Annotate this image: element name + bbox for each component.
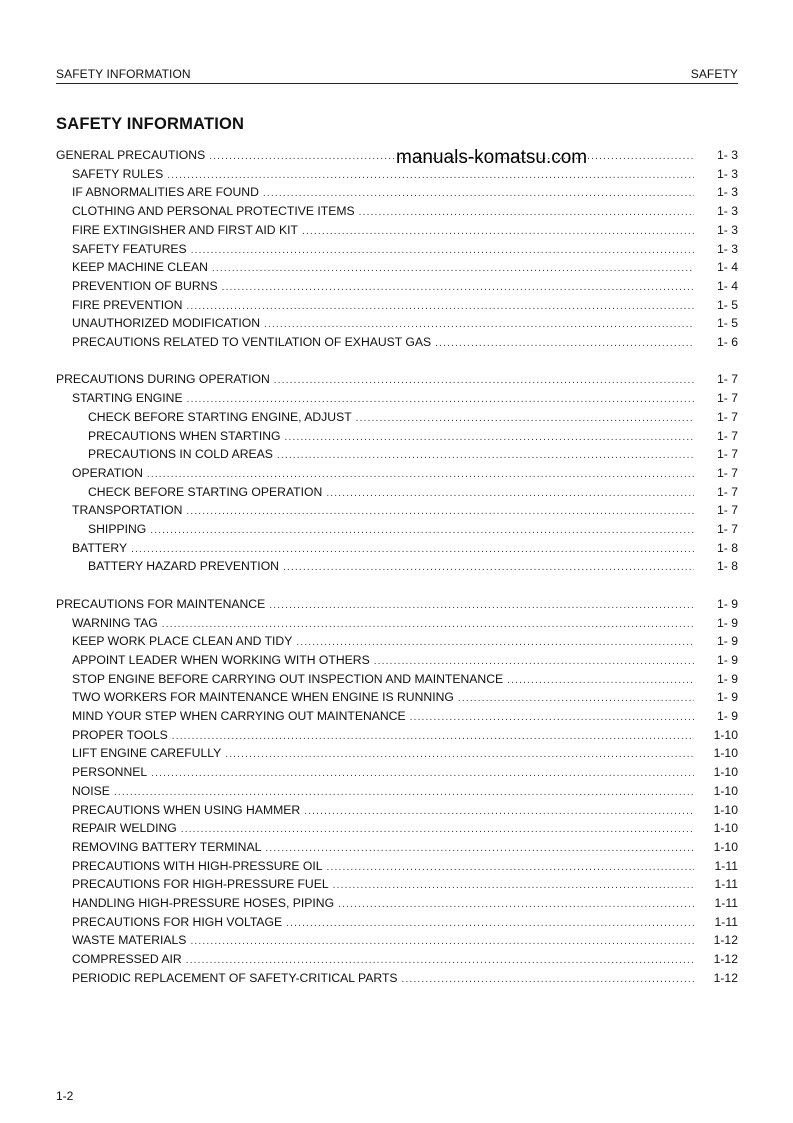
toc-entry-label: FIRE PREVENTION: [72, 297, 183, 312]
toc-entry-label: BATTERY HAZARD PREVENTION: [88, 559, 279, 574]
toc-entry-page: 1- 4: [716, 260, 738, 275]
toc-entry-label: PRECAUTIONS WHEN STARTING: [88, 428, 281, 443]
toc-entry[interactable]: [72, 971, 738, 989]
toc-entry-label: PRECAUTIONS FOR HIGH-PRESSURE FUEL: [72, 877, 329, 892]
toc-leader-dots: [302, 226, 694, 237]
toc-entry-page: 1- 9: [716, 709, 738, 723]
toc-entry-page: 1-11: [714, 858, 738, 873]
toc-leader-dots: [150, 525, 694, 536]
toc-entry-label: PRECAUTIONS RELATED TO VENTILATION OF EXHAUST GAS: [72, 335, 432, 349]
toc-entry-page: 1- 7: [716, 409, 738, 424]
toc-leader-dots: [507, 675, 694, 686]
toc-leader-dots: [167, 170, 694, 181]
toc-entry-page: 1-11: [714, 896, 738, 910]
toc-entry[interactable]: [72, 915, 738, 933]
toc-entry-page: 1- 6: [716, 335, 738, 349]
toc-leader-dots: [356, 413, 694, 424]
toc-entry-label: MIND YOUR STEP WHEN CARRYING OUT MAINTENANCE: [72, 709, 406, 723]
toc-entry-label: UNAUTHORIZED MODIFICATION: [72, 316, 260, 331]
toc-entry-label: PRECAUTIONS IN COLD AREAS: [88, 447, 273, 462]
toc-entry[interactable]: [72, 784, 738, 802]
toc-entry-label: KEEP MACHINE CLEAN: [72, 260, 208, 275]
toc-entry[interactable]: [88, 485, 738, 503]
header-section-title: SAFETY INFORMATION: [56, 67, 191, 81]
toc-entry-page: 1- 7: [716, 465, 738, 480]
toc-leader-dots: [283, 562, 694, 573]
toc-entry-label: TWO WORKERS FOR MAINTENANCE WHEN ENGINE IS RUNNING: [72, 690, 454, 705]
toc-leader-dots: [327, 862, 694, 873]
toc-entry-label: APPOINT LEADER WHEN WORKING WITH OTHERS: [72, 652, 370, 667]
toc-entry-page: 1- 3: [716, 241, 738, 256]
toc-entry-label: BATTERY: [72, 540, 128, 555]
toc-leader-dots: [186, 955, 694, 966]
page-number: 1-2: [56, 1089, 74, 1103]
toc-entry[interactable]: [72, 391, 738, 409]
toc-entry-label: WASTE MATERIALS: [72, 933, 187, 948]
toc-entry-page: 1-12: [713, 952, 738, 967]
toc-entry-label: NOISE: [72, 783, 110, 798]
toc-leader-dots: [265, 843, 694, 854]
toc-entry-label: CHECK BEFORE STARTING OPERATION: [88, 484, 323, 499]
toc-entry-page: 1- 3: [716, 185, 738, 200]
toc-leader-dots: [172, 731, 694, 742]
toc-entry-label: PRECAUTIONS FOR HIGH VOLTAGE: [72, 914, 283, 929]
toc-entry-label: KEEP WORK PLACE CLEAN AND TIDY: [72, 634, 293, 649]
toc-entry-page: 1- 9: [716, 596, 738, 611]
toc-entry-label: SAFETY FEATURES: [72, 241, 187, 256]
toc-entry[interactable]: [72, 709, 738, 727]
toc-entry[interactable]: [72, 896, 738, 914]
toc-entry[interactable]: [72, 672, 738, 690]
toc-entry-page: 1- 9: [716, 671, 738, 686]
toc-entry-page: 1-12: [713, 970, 738, 985]
toc-entry-page: 1-10: [713, 839, 738, 854]
toc-leader-dots: [359, 207, 694, 218]
toc-entry-label: PERIODIC REPLACEMENT OF SAFETY-CRITICAL PARTS: [72, 970, 398, 985]
toc-entry[interactable]: [72, 204, 738, 222]
toc-entry-label: COMPRESSED AIR: [72, 952, 182, 967]
toc-leader-dots: [147, 469, 694, 480]
toc-entry-label: STARTING ENGINE: [72, 391, 183, 406]
toc-leader-dots: [458, 693, 694, 704]
toc-entry-label: OPERATION: [72, 465, 143, 480]
toc-entry[interactable]: [72, 952, 738, 970]
toc-entry-page: 1- 5: [716, 316, 738, 331]
toc-entry-label: PRECAUTIONS WHEN USING HAMMER: [72, 802, 301, 817]
toc-entry[interactable]: [72, 653, 738, 671]
toc-leader-dots: [402, 974, 694, 985]
toc-entry-label: PERSONNEL: [72, 765, 148, 780]
toc-entry-page: 1-10: [713, 727, 738, 742]
toc-leader-dots: [263, 188, 694, 199]
toc-entry-label: SAFETY RULES: [72, 166, 164, 181]
toc-entry-page: 1- 3: [716, 222, 738, 237]
toc-leader-dots: [286, 918, 694, 929]
toc-entry[interactable]: [72, 541, 738, 559]
toc-entry-label: TRANSPORTATION: [72, 503, 183, 518]
toc-leader-dots: [191, 245, 694, 256]
toc-entry[interactable]: [72, 616, 738, 634]
toc-entry[interactable]: [72, 634, 738, 652]
toc-entry-page: 1-10: [713, 765, 738, 780]
toc-leader-dots: [435, 338, 694, 349]
toc-leader-dots: [326, 488, 694, 499]
toc-entry-label: WARNING TAG: [72, 615, 158, 630]
toc-leader-dots: [296, 637, 694, 648]
toc-leader-dots: [190, 936, 694, 947]
toc-leader-dots: [410, 712, 694, 723]
toc-entry-page: 1- 3: [716, 148, 738, 162]
toc-entry-label: HANDLING HIGH-PRESSURE HOSES, PIPING: [72, 896, 335, 910]
toc-entry-page: 1-10: [713, 821, 738, 836]
toc-leader-dots: [225, 749, 694, 760]
toc-entry-page: 1-12: [713, 933, 738, 948]
toc-leader-dots: [151, 768, 694, 779]
toc-leader-dots: [181, 824, 694, 835]
toc-entry-page: 1- 7: [716, 428, 738, 443]
toc-entry[interactable]: [72, 223, 738, 241]
toc-leader-dots: [264, 319, 694, 330]
toc-entry-label: PREVENTION OF BURNS: [72, 278, 218, 293]
toc-leader-dots: [131, 544, 694, 555]
toc-entry-label: PRECAUTIONS FOR MAINTENANCE: [56, 596, 266, 611]
toc-entry[interactable]: [72, 690, 738, 708]
toc-leader-dots: [186, 301, 694, 312]
toc-leader-dots: [338, 899, 694, 910]
toc-entry[interactable]: [72, 279, 738, 297]
toc-entry-page: 1- 9: [716, 690, 738, 705]
toc-entry-page: 1-10: [713, 783, 738, 798]
toc-entry-page: 1- 7: [716, 447, 738, 462]
toc-entry-page: 1- 4: [716, 278, 738, 293]
toc-entry[interactable]: [72, 803, 738, 821]
toc-entry[interactable]: [72, 466, 738, 484]
toc-entry-page: 1-10: [713, 802, 738, 817]
toc-entry-label: PROPER TOOLS: [72, 727, 168, 742]
toc-entry[interactable]: [72, 316, 738, 334]
toc-entry[interactable]: [72, 765, 738, 783]
toc-entry[interactable]: [72, 335, 738, 353]
toc-entry[interactable]: [72, 167, 738, 185]
toc-entry-label: IF ABNORMALITIES ARE FOUND: [72, 185, 259, 200]
toc-leader-dots: [277, 450, 694, 461]
running-header: [56, 66, 738, 84]
toc-entry[interactable]: [88, 410, 738, 428]
toc-entry[interactable]: [72, 503, 738, 521]
toc-leader-dots: [222, 282, 694, 293]
watermark-text: manuals-komatsu.com: [396, 147, 588, 168]
toc-entry-label: PRECAUTIONS WITH HIGH-PRESSURE OIL: [72, 858, 323, 873]
toc-entry-page: 1- 7: [716, 522, 738, 536]
header-chapter-title: SAFETY: [690, 67, 738, 81]
toc-entry[interactable]: [88, 522, 738, 540]
toc-entry[interactable]: [88, 447, 738, 465]
toc-entry-page: 1- 9: [716, 652, 738, 667]
toc-entry-label: CLOTHING AND PERSONAL PROTECTIVE ITEMS: [72, 204, 355, 219]
toc-entry-label: LIFT ENGINE CAREFULLY: [72, 746, 222, 761]
toc-leader-dots: [304, 806, 694, 817]
toc-leader-dots: [187, 394, 694, 405]
toc-entry[interactable]: [72, 728, 738, 746]
toc-entry[interactable]: [72, 185, 738, 203]
toc-entry[interactable]: [72, 840, 738, 858]
toc-entry[interactable]: [56, 597, 738, 615]
toc-entry[interactable]: [88, 559, 738, 577]
toc-entry-page: 1- 3: [716, 166, 738, 181]
toc-entry[interactable]: [72, 859, 738, 877]
toc-entry[interactable]: [72, 821, 738, 839]
toc-entry-label: STOP ENGINE BEFORE CARRYING OUT INSPECTION AND MAINTENANCE: [72, 671, 504, 686]
toc-entry-page: 1-11: [714, 877, 738, 892]
toc-entry-page: 1- 7: [716, 391, 738, 406]
toc-entry[interactable]: [72, 242, 738, 260]
page-title: SAFETY INFORMATION: [56, 115, 245, 133]
toc-entry[interactable]: [72, 746, 738, 764]
toc-entry[interactable]: [72, 933, 738, 951]
toc-entry-label: REMOVING BATTERY TERMINAL: [72, 839, 262, 854]
toc-entry[interactable]: [56, 372, 738, 390]
toc-entry-label: GENERAL PRECAUTIONS: [56, 148, 206, 162]
toc-entry-page: 1-11: [714, 914, 738, 929]
toc-entry[interactable]: [72, 260, 738, 278]
toc-entry[interactable]: [72, 877, 738, 895]
toc-entry-page: 1- 5: [716, 297, 738, 312]
toc-leader-dots: [186, 506, 694, 517]
toc-entry-label: CHECK BEFORE STARTING ENGINE, ADJUST: [88, 409, 352, 424]
toc-entry-page: 1-10: [713, 746, 738, 761]
toc-entry-page: 1- 8: [716, 559, 738, 574]
toc-entry-label: FIRE EXTINGISHER AND FIRST AID KIT: [72, 222, 298, 237]
toc-entry-page: 1- 8: [716, 540, 738, 555]
toc-leader-dots: [114, 787, 694, 798]
toc-entry-page: 1- 9: [716, 615, 738, 630]
toc-entry-label: REPAIR WELDING: [72, 821, 177, 836]
toc-entry-page: 1- 3: [716, 204, 738, 219]
toc-entry-page: 1- 7: [716, 484, 738, 499]
toc-entry[interactable]: [88, 429, 738, 447]
toc-leader-dots: [162, 619, 694, 630]
toc-leader-dots: [333, 880, 694, 891]
toc-entry-page: 1- 7: [716, 372, 738, 387]
toc-entry-label: PRECAUTIONS DURING OPERATION: [56, 372, 270, 387]
toc-leader-dots: [212, 263, 694, 274]
toc-entry-label: SHIPPING: [88, 522, 147, 536]
toc-entry[interactable]: [72, 298, 738, 316]
toc-leader-dots: [269, 600, 694, 611]
toc-entry-page: 1- 7: [716, 503, 738, 518]
toc-leader-dots: [285, 432, 694, 443]
toc-entry-page: 1- 9: [716, 634, 738, 649]
toc-leader-dots: [374, 656, 694, 667]
toc-leader-dots: [274, 375, 694, 386]
